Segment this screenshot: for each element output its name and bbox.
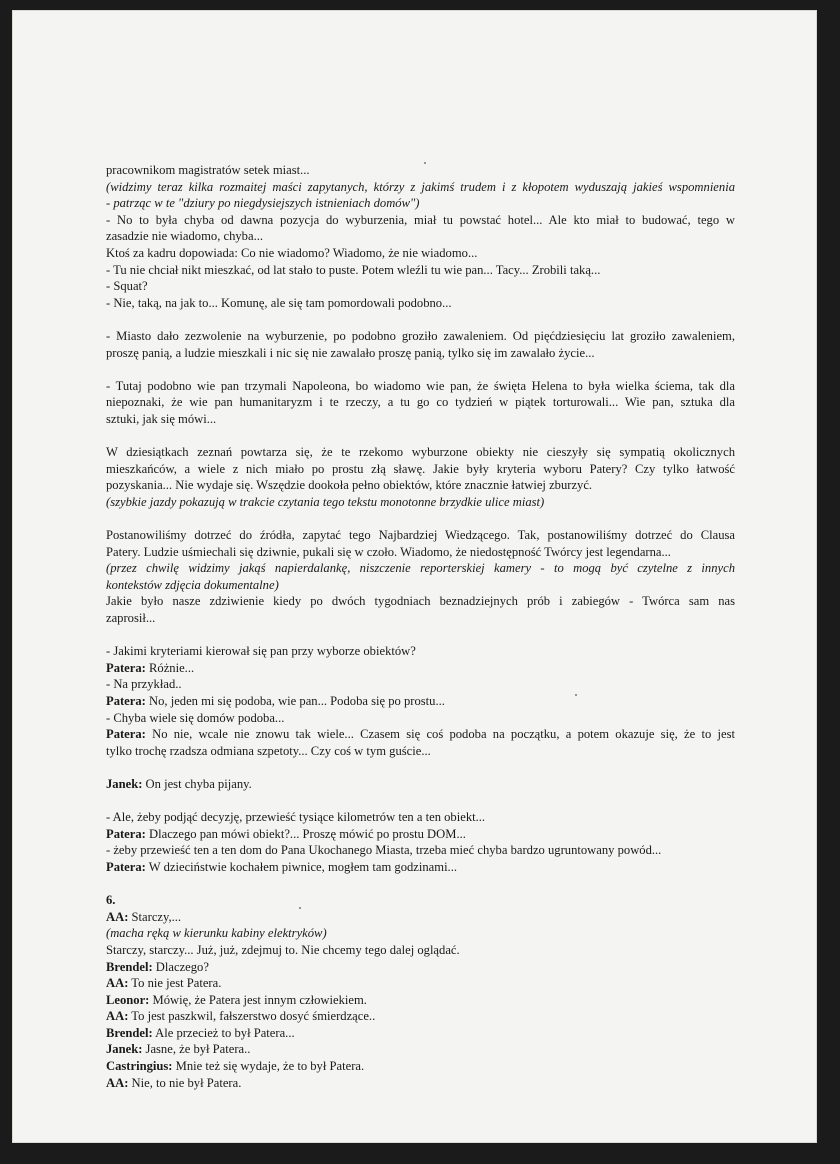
speaker-name: Patera:: [106, 727, 146, 742]
speaker-name: AA:: [106, 976, 129, 991]
speaker-name: Janek:: [106, 1042, 143, 1057]
line-text: Ale przecież to był Patera...: [152, 1025, 295, 1040]
line-text: - Nie, taką, na jak to... Komunę, ale się tam pomordowali podobno...: [106, 295, 452, 310]
speaker-name: Patera:: [106, 660, 146, 675]
text-line: [106, 610, 735, 627]
text-line: [106, 842, 735, 859]
line-text: Jasne, że był Patera..: [142, 1042, 251, 1057]
dialogue-line: [106, 1075, 735, 1092]
line-text: (macha ręką w kierunku kabiny elektryków): [106, 926, 327, 941]
dialogue-line: [106, 776, 735, 793]
line-text: Mówię, że Patera jest innym człowiekiem.: [149, 992, 367, 1007]
text-line: [106, 676, 735, 693]
text-line: [106, 411, 735, 428]
line-text: Ktoś za kadru dopowiada: Co nie wiadomo? Wiadomo, że nie wiadomo...: [106, 245, 478, 260]
dialogue-line: [106, 660, 735, 677]
dialogue-line: [106, 726, 735, 743]
line-text: niepoznaki, że wie pan humanitaryzm i te rzeczy, a tu go co tydzień w piątek torturowali... Wie pan, sztuka dla: [106, 395, 735, 410]
line-text: - No to była chyba od dawna pozycja do wyburzenia, miał tu powstać hotel... Ale kto miał to budować, tego w: [106, 212, 735, 227]
line-text: - Jakimi kryteriami kierował się pan przy wyborze obiektów?: [106, 644, 416, 659]
text-line: [106, 643, 735, 660]
line-text: Patery. Ludzie uśmiechali się dziwnie, pukali się w czoło. Wiadomo, że niedostępność Twórcy jest legendarna...: [106, 544, 671, 559]
line-text: pozyskania... Nie wydaje się. Wszędzie dookoła pełno obiektów, które znacznie łatwiej zburzyć.: [106, 478, 593, 493]
line-text: - Squat?: [106, 279, 148, 294]
paragraph-gap: [106, 793, 735, 810]
paragraph-gap: [106, 759, 735, 776]
speaker-name: AA:: [106, 1009, 129, 1024]
speaker-name: Leonor:: [106, 992, 150, 1007]
text-line: [106, 942, 735, 959]
speaker-name: 6.: [106, 893, 116, 908]
line-text: Różnie...: [145, 660, 195, 675]
speaker-name: Brendel:: [106, 1025, 153, 1040]
line-text: sztuki, jak się mówi...: [106, 411, 217, 426]
text-line: [106, 477, 735, 494]
text-line: [106, 245, 735, 262]
line-text: - Tutaj podobno wie pan trzymali Napoleona, bo wiadomo wie pan, że święta Helena to była wielka ściema, tak dla: [106, 378, 735, 393]
line-text: tylko trochę rzadsza odmiana szpetoty... Czy coś w tym guście...: [106, 743, 431, 758]
line-text: kontekstów zdjęcia dokumentalne): [106, 577, 279, 592]
line-text: Starczy,...: [128, 909, 182, 924]
line-text: W dzieciństwie kochałem piwnice, mogłem tam godzinami...: [145, 859, 458, 874]
text-line: [106, 461, 735, 478]
text-line: [106, 295, 735, 312]
speaker-name: Patera:: [106, 694, 146, 708]
text-line: [106, 278, 735, 295]
paragraph-gap: [106, 428, 735, 445]
line-text: - żeby przewieść ten a ten dom do Pana Ukochanego Miasta, trzeba mieć chyba bardzo ugruntowany powód...: [106, 843, 662, 858]
text-line: [106, 345, 735, 362]
text-line: [106, 593, 735, 610]
speaker-name: Brendel:: [106, 959, 153, 974]
dialogue-line: [106, 693, 735, 710]
paragraph-gap: [106, 876, 735, 893]
dialogue-line: [106, 959, 735, 976]
line-text: (szybkie jazdy pokazują w trakcie czytania tego tekstu monotonne brzydkie ulice miast): [106, 494, 545, 509]
paragraph-gap: [106, 311, 735, 328]
line-text: - Chyba wiele się domów podoba...: [106, 710, 285, 725]
line-text: Starczy, starczy... Już, już, zdejmuj to. Nie chcemy tego dalej oglądać.: [106, 942, 460, 957]
speaker-name: Castringius:: [106, 1059, 173, 1074]
line-text: proszę panią, a ludzie mieszkali i nic się nie zawalało proszę panią, tylko się im zawalało życie...: [106, 345, 595, 360]
document-page: [12, 10, 817, 1143]
paragraph-gap: [106, 627, 735, 644]
text-line: [106, 544, 735, 561]
dialogue-line: [106, 1058, 735, 1075]
speaker-name: Janek:: [106, 776, 143, 791]
line-text: zasadzie nie wiadomo, chyba...: [106, 229, 264, 244]
line-text: No nie, wcale nie znowu tak wiele... Czasem się coś podoba na początku, a potem okazuje się, że to jest: [145, 727, 735, 742]
speaker-name: Patera:: [106, 859, 146, 874]
document-body: [106, 162, 735, 1091]
line-text: Mnie też się wydaje, że to był Patera.: [172, 1059, 365, 1074]
line-text: - Miasto dało zezwolenie na wyburzenie, po podobno groziło zawaleniem. Od pięćdziesięciu lat groziło zawaleniem,: [106, 328, 735, 343]
line-text: zaprosił...: [106, 611, 156, 626]
line-text: mieszkańców, a wiele z nich miało po prostu złą sławę. Jakie były kryteria wyboru Patery? Czy tylko łatwość: [106, 461, 735, 476]
line-text: (przez chwilę widzimy jakąś napierdalankę, niszczenie reporterskiej kamery - to mogą być czytelne z innych: [106, 561, 735, 576]
dialogue-line: [106, 859, 735, 876]
stage-direction-line: [106, 195, 735, 212]
paragraph-gap: [106, 510, 735, 527]
line-text: pracownikom magistratów setek miast...: [106, 163, 310, 177]
dialogue-line: [106, 1008, 735, 1025]
line-text: On jest chyba pijany.: [142, 776, 252, 791]
paragraph-gap: [106, 361, 735, 378]
dialogue-line: [106, 892, 735, 909]
line-text: Jakie było nasze zdziwienie kiedy po dwóch tygodniach beznadziejnych prób i zabiegów - Twórca sam nas: [106, 594, 735, 609]
dialogue-line: [106, 909, 735, 926]
stage-direction-line: [106, 577, 735, 594]
text-line: [106, 212, 735, 229]
line-text: - Tu nie chciał nikt mieszkać, od lat stało to puste. Potem wleźli tu wie pan... Tacy... Zrobili taką...: [106, 262, 601, 277]
text-line: [106, 743, 735, 760]
text-line: [106, 710, 735, 727]
line-text: Nie, to nie był Patera.: [128, 1075, 242, 1090]
line-text: W dziesiątkach zeznań powtarza się, że te rzekomo wyburzone obiekty nie cieszyły się sympatią okolicznych: [106, 445, 735, 460]
speaker-name: AA:: [106, 909, 129, 924]
speaker-name: AA:: [106, 1075, 129, 1090]
stage-direction-line: [106, 560, 735, 577]
text-line: [106, 328, 735, 345]
text-line: [106, 378, 735, 395]
line-text: Dlaczego pan mówi obiekt?... Proszę mówić po prostu DOM...: [145, 826, 466, 841]
dialogue-line: [106, 826, 735, 843]
stage-direction-line: [106, 179, 735, 196]
text-line: [106, 444, 735, 461]
line-text: - Ale, żeby podjąć decyzję, przewieść tysiące kilometrów ten a ten obiekt...: [106, 810, 486, 825]
dialogue-line: [106, 992, 735, 1009]
stage-direction-line: [106, 925, 735, 942]
dialogue-line: [106, 1025, 735, 1042]
line-text: No, jeden mi się podoba, wie pan... Podoba się po prostu...: [145, 694, 445, 708]
text-line: [106, 228, 735, 245]
dialogue-line: [106, 1041, 735, 1058]
dialogue-line: [106, 975, 735, 992]
text-line: [106, 527, 735, 544]
stage-direction-line: [106, 494, 735, 511]
speaker-name: Patera:: [106, 826, 146, 841]
text-line: [106, 162, 735, 179]
line-text: Postanowiliśmy dotrzeć do źródła, zapytać tego Najbardziej Wiedzącego. Tak, postanowiliśmy dotrzeć do Clausa: [106, 528, 735, 543]
line-text: (widzimy teraz kilka rozmaitej maści zapytanych, którzy z jakimś trudem i z kłopotem wyduszają jakieś wspomnienia: [106, 179, 735, 194]
line-text: Dlaczego?: [152, 959, 209, 974]
line-text: To jest paszkwil, fałszerstwo dosyć śmierdzące..: [128, 1009, 376, 1024]
text-line: [106, 809, 735, 826]
line-text: To nie jest Patera.: [128, 976, 222, 991]
text-line: [106, 394, 735, 411]
line-text: - patrząc w te "dziury po niegdysiejszych istnieniach domów"): [106, 196, 420, 211]
text-line: [106, 262, 735, 279]
line-text: - Na przykład..: [106, 677, 182, 692]
